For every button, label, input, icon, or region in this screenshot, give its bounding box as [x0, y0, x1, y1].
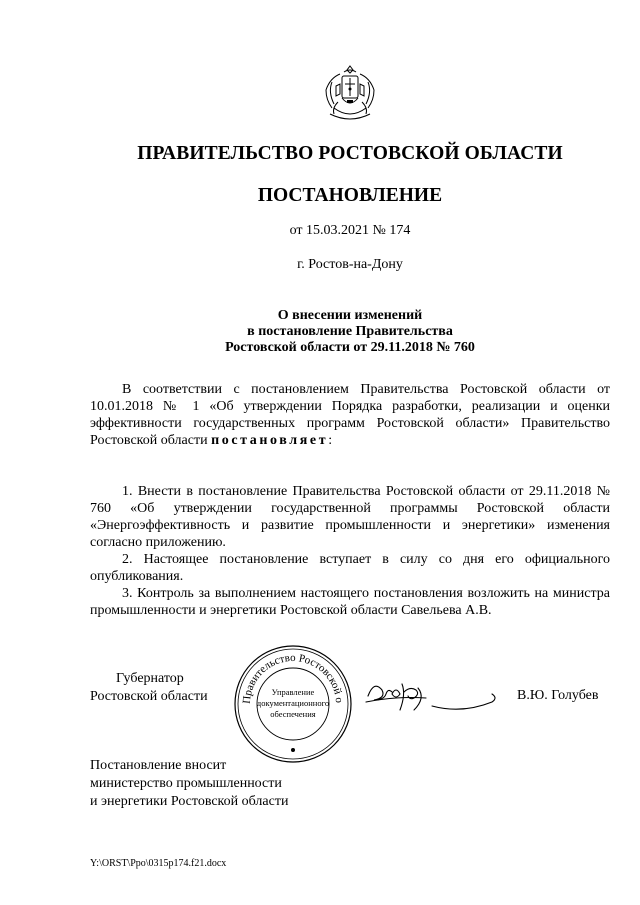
document-city: г. Ростов-на-Дону	[297, 257, 403, 272]
introducing-body	[90, 757, 288, 811]
handwritten-signature	[362, 676, 502, 716]
resolution-item: 3. Контроль за выполнением настоящего постановления возложить на министра промышленности и энергетики Ростовской области Савельева А.В.	[90, 586, 610, 618]
seal-inner-text: обеспечения	[270, 709, 316, 719]
resolution-items	[90, 483, 610, 619]
resolution-item: 2. Настоящее постановление вступает в силу со дня его официального опубликования.	[90, 552, 610, 584]
seal-inner-text: документационного	[256, 698, 330, 708]
seal-outer-text: Правительство Ростовской о	[240, 651, 346, 705]
document-date-number: от 15.03.2021 № 174	[289, 223, 411, 238]
official-seal-stamp	[230, 643, 356, 765]
preamble-end: :	[328, 433, 333, 448]
subject-line: О внесении изменений	[277, 308, 423, 323]
document-subject	[0, 308, 640, 356]
subject-line: Ростовской области от 29.11.2018 № 760	[225, 340, 475, 355]
preamble-paragraph	[90, 381, 610, 449]
seal-inner-text: Управление	[271, 687, 315, 697]
signatory-name: В.Ю. Голубев	[517, 688, 599, 703]
document-type: ПОСТАНОВЛЕНИЕ	[257, 185, 443, 206]
subject-line: в постановление Правительства	[247, 324, 453, 339]
file-path: Y:\ORST\Ppo\0315p174.f21.docx	[90, 858, 227, 869]
signatory-position-line: Губернатор	[116, 671, 184, 686]
organization-title: ПРАВИТЕЛЬСТВО РОСТОВСКОЙ ОБЛАСТИ	[137, 143, 563, 164]
resolution-verb: постановляет	[211, 433, 329, 448]
introducer-line: и энергетики Ростовской области	[90, 794, 289, 809]
preamble-text: В соответствии с постановлением Правительства Ростовской области от 10.01.2018 № 1 «Об утверждении Порядка разработки, реализации и оценки эффективности государственных программ Ростовской области» Правительство Ростовской области	[90, 382, 610, 448]
signatory-position	[90, 670, 208, 706]
signatory-position-line: Ростовской области	[90, 689, 208, 704]
introducer-line: Постановление вносит	[90, 758, 227, 773]
coat-of-arms-icon	[318, 62, 382, 124]
introducer-line: министерство промышленности	[90, 776, 282, 791]
resolution-item: 1. Внести в постановление Правительства Ростовской области от 29.11.2018 № 760 «Об утверждении государственной программы Ростовской области «Энергоэффективность и развитие промышленности и энергетики» изменения согласно приложению.	[90, 484, 610, 550]
